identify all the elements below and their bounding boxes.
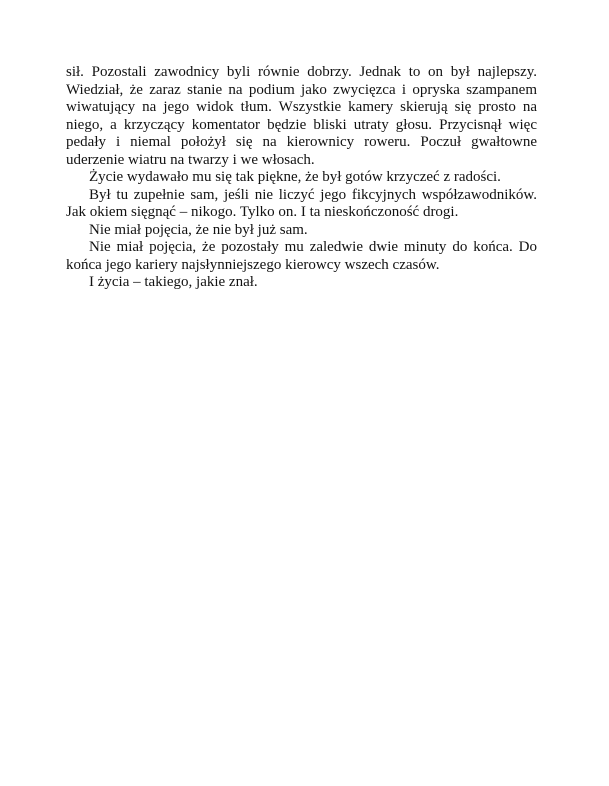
- text-line: Jak okiem sięgnąć – nikogo. Tylko on. I ta nieskończoność drogi.: [66, 204, 459, 220]
- text-line: Nie miał pojęcia, że nie był już sam.: [89, 221, 308, 238]
- paragraph: [66, 64, 537, 169]
- text-line: pedały i niemal położył się na kierownicy roweru. Poczuł gwałtowne: [66, 134, 537, 150]
- text-line: I życia – takiego, jakie znał.: [89, 274, 258, 290]
- paragraph: [66, 169, 537, 187]
- paragraph: [66, 274, 537, 292]
- text-line: Wiedział, że zaraz stanie na podium jako zwycięzca i opryska szampanem: [66, 81, 537, 98]
- text-block: [66, 64, 537, 292]
- paragraph: [66, 187, 537, 222]
- text-line: Nie miał pojęcia, że pozostały mu zaledwie dwie minuty do końca. Do: [89, 239, 537, 255]
- text-line: wiwatujący na jego widok tłum. Wszystkie kamery skierują się prosto na: [66, 99, 537, 115]
- paragraph: [66, 222, 537, 240]
- text-line: Życie wydawało mu się tak piękne, że był gotów krzyczeć z radości.: [89, 169, 501, 185]
- text-line: uderzenie wiatru na twarzy i we włosach.: [66, 151, 315, 168]
- text-line: niego, a krzyczący komentator będzie bliski utraty głosu. Przycisnął więc: [66, 116, 537, 133]
- text-line: sił. Pozostali zawodnicy byli równie dobrzy. Jednak to on był najlepszy.: [66, 64, 537, 80]
- text-line: Był tu zupełnie sam, jeśli nie liczyć jego fikcyjnych współzawodników.: [89, 186, 537, 203]
- paragraph: [66, 239, 537, 274]
- text-line: końca jego kariery najsłynniejszego kierowcy wszech czasów.: [66, 256, 440, 273]
